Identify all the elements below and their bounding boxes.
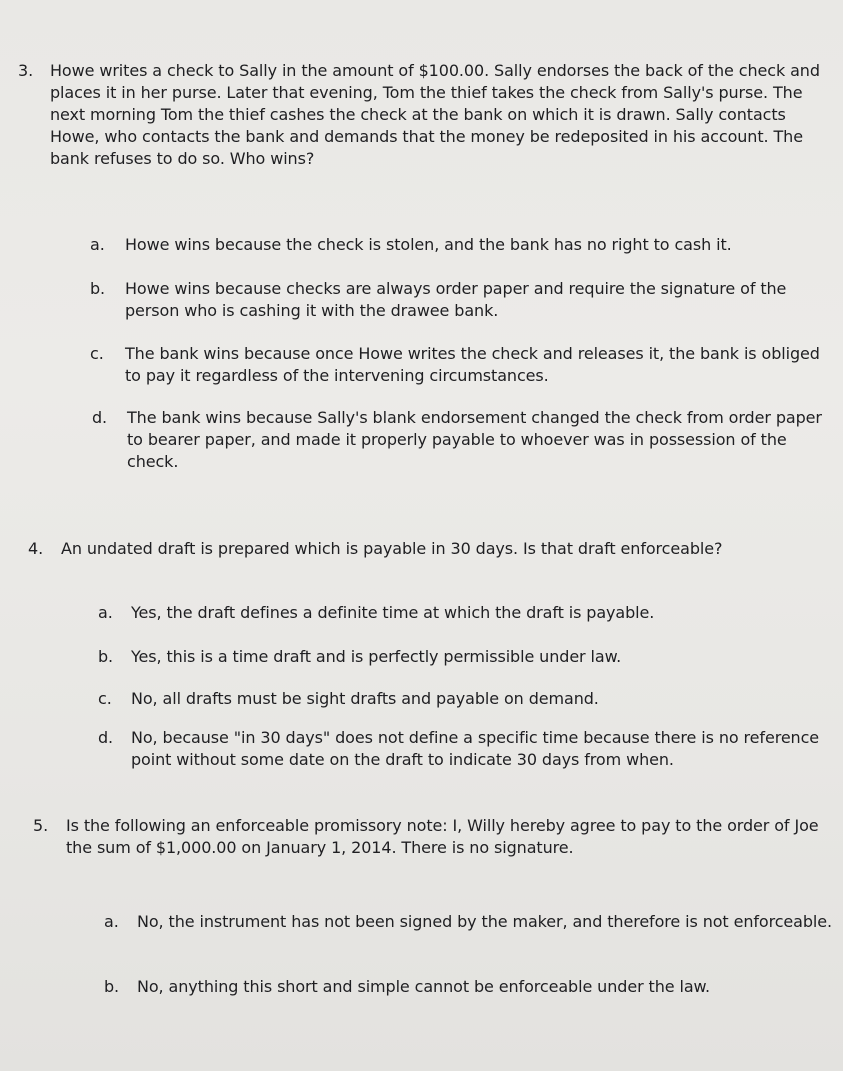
option-text: Howe wins because checks are always order paper and require the signature of the person who is cashing it with the drawee bank. (125, 279, 787, 320)
question-number: 4. (28, 539, 44, 558)
question-number: 5. (33, 816, 49, 835)
option-letter: a. (90, 235, 105, 254)
question-text: Howe writes a check to Sally in the amount of $100.00. Sally endorses the back of the check and places it in her purse. Later that evening, Tom the thief takes the check from Sally's purse. The next morning Tom the thief cashes the check at the bank on which it is drawn. Sally contacts Howe, who contacts the bank and demands that the money be redeposited in his account. The bank refuses to do so. Who wins? (50, 61, 820, 168)
option-text: No, the instrument has not been signed by the maker, and therefore is not enforceable. (137, 912, 833, 931)
option-letter: b. (98, 647, 114, 666)
option-letter: a. (98, 603, 113, 622)
option-text: Yes, the draft defines a definite time at which the draft is payable. (131, 603, 655, 622)
option-4c (98, 688, 828, 710)
question-number: 3. (18, 61, 34, 80)
option-text: No, all drafts must be sight drafts and payable on demand. (131, 689, 599, 708)
option-text: Howe wins because the check is stolen, and the bank has no right to cash it. (125, 235, 732, 254)
option-3c (90, 343, 825, 387)
question-3 (18, 60, 828, 170)
option-text: The bank wins because Sally's blank endorsement changed the check from order paper to bearer paper, and made it properly payable to whoever was in possession of the check. (127, 408, 822, 471)
option-4d (98, 727, 833, 771)
option-3a (90, 234, 820, 256)
option-letter: b. (104, 977, 120, 996)
option-5a (104, 911, 843, 933)
option-letter: a. (104, 912, 119, 931)
option-text: The bank wins because once Howe writes the check and releases it, the bank is obliged to pay it regardless of the intervening circumstances. (125, 344, 820, 385)
option-3b (90, 278, 820, 322)
question-text: An undated draft is prepared which is payable in 30 days. Is that draft enforceable? (61, 539, 723, 558)
question-text: Is the following an enforceable promissory note: I, Willy hereby agree to pay to the order of Joe the sum of $1,000.00 on January 1, 2014. There is no signature. (66, 816, 819, 857)
option-letter: c. (90, 344, 104, 363)
option-letter: c. (98, 689, 112, 708)
option-letter: b. (90, 279, 106, 298)
question-5 (33, 815, 843, 859)
question-4 (28, 538, 828, 560)
option-3d (92, 407, 827, 473)
option-text: No, because "in 30 days" does not define a specific time because there is no reference point without some date on the draft to indicate 30 days from when. (131, 728, 820, 769)
option-letter: d. (92, 408, 108, 427)
option-text: Yes, this is a time draft and is perfectly permissible under law. (131, 647, 622, 666)
option-letter: d. (98, 728, 114, 747)
option-5b (104, 976, 834, 998)
option-text: No, anything this short and simple cannot be enforceable under the law. (137, 977, 711, 996)
option-4b (98, 646, 828, 668)
option-4a (98, 602, 828, 624)
